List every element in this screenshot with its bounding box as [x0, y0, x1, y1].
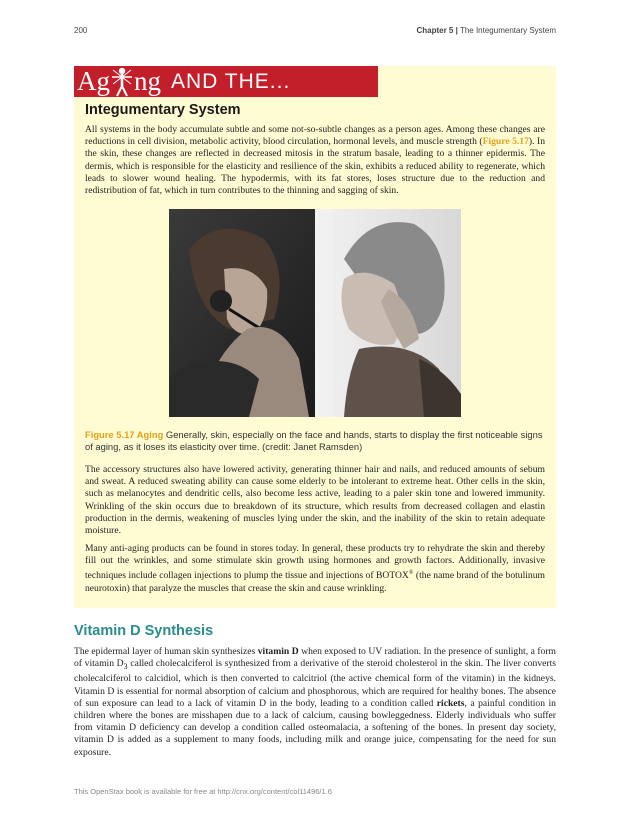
vitamin-d-paragraph	[74, 646, 556, 759]
banner-word-end: ng	[134, 66, 161, 96]
section-title-vitamin-d: Vitamin D Synthesis	[74, 623, 214, 639]
aging-feature-box	[74, 66, 556, 608]
caption-label: Figure 5.17 Aging	[85, 429, 164, 440]
figure-5-17-link[interactable]: Figure 5.17	[482, 136, 529, 148]
header-separator: |	[455, 26, 458, 35]
vd-subscript: 3	[123, 662, 128, 672]
box-title: Integumentary System	[85, 102, 241, 118]
p3-text-a: Many anti-aging products can be found in stores today. In general, these products try to rehydrate the skin and thereby fill out the wrinkles, and some stimulate skin growth using hormones and growth factors. Additionally, invasive techniques include collagen injections to plump the tissue and injections of BOTOX	[85, 543, 545, 582]
aging-photo	[169, 209, 461, 417]
chapter-prefix: Chapter 5	[416, 26, 454, 35]
aging-paragraph-3	[85, 543, 545, 595]
banner-subtitle: AND THE...	[171, 70, 291, 93]
registered-mark: ®	[408, 570, 414, 577]
figure-caption	[85, 429, 545, 454]
term-rickets: rickets	[436, 697, 465, 709]
banner-word	[74, 66, 161, 97]
page-number: 200	[74, 26, 88, 35]
vitruvian-figure-icon	[111, 66, 133, 97]
term-vitamin-d: vitamin D	[257, 646, 299, 657]
aging-paragraph-2: The accessory structures also have lowered activity, generating thinner hair and nails, and reduced amounts of sebum and sweat. A reduced sweating ability can cause some elderly to be intolerant to extreme heat. Other cells in the skin, such as melanocytes and dendritic cells, also become less active, leading to a paler skin tone and lowered immunity. Wrinkling of the skin occurs due to breakdown of its structure, which results from decreased collagen and elastin production in the dermis, weakening of muscles lying under the skin, and the inability of the skin to retain adequate moisture.	[85, 464, 545, 537]
caption-text: Generally, skin, especially on the face and hands, starts to display the first noticeable signs of aging, as it loses its elasticity over time. (credit: Janet Ramsden)	[85, 429, 543, 453]
footer-note: This OpenStax book is available for free at http://cnx.org/content/col11496/1.6	[74, 787, 332, 796]
aging-paragraph-1	[85, 124, 545, 197]
vd-text-3: called cholecalciferol is synthesized from a derivative of the steroid cholesterol in the skin. The liver converts cholecalciferol to calcidiol, which is then converted to calcitriol (the active chemical form of the vitamin) in the kidneys. Vitamin D is essential for normal absorption of calcium and phosphorous, which are required for healthy bones. The absence of sun exposure can lead to a lack of vitamin D in the body, leading to a condition called	[74, 658, 557, 709]
chapter-header	[416, 26, 556, 35]
vd-text-4: , a painful condition in children where the bones are misshapen due to a lack of calcium, causing bowleggedness. Elderly individuals who suffer from vitamin D deficiency can develop a condition called osteomalacia, a softening of the bones. In present day society, vitamin D is added as a supplement to many foods, including milk and orange juice, compensating for the need for sun exposure.	[74, 697, 556, 758]
chapter-title: The Integumentary System	[459, 26, 556, 35]
p1-text-a: All systems in the body accumulate subtle and some not-so-subtle changes as a person ages. Among these changes are reductions in cell division, metabolic activity, blood circulation, hormonal levels, and muscle strength (	[85, 124, 545, 148]
p3-text-b: (the name brand of the botulinum neurotoxin) that paralyze the muscles that crease the skin and cause wrinkling.	[85, 570, 545, 594]
vd-text-2: when exposed to UV radiation. In the presence of sunlight, a form of vitamin D	[74, 646, 557, 670]
vd-text-1: The epidermal layer of human skin synthesizes	[74, 646, 258, 657]
p1-text-b: ). In the skin, these changes are reflected in decreased mitosis in the stratum basale, leading to a thinner epidermis. The dermis, which is responsible for the elasticity and resilience of the skin, exhibits a reduced ability to regenerate, which leads to slower wound healing. The hypodermis, with its fat stores, loses structure due to the reduction and redistribution of fat, which in turn contributes to the thinning and sagging of skin.	[85, 136, 545, 197]
banner-word-start: Ag	[77, 66, 110, 96]
aging-banner	[74, 66, 378, 97]
